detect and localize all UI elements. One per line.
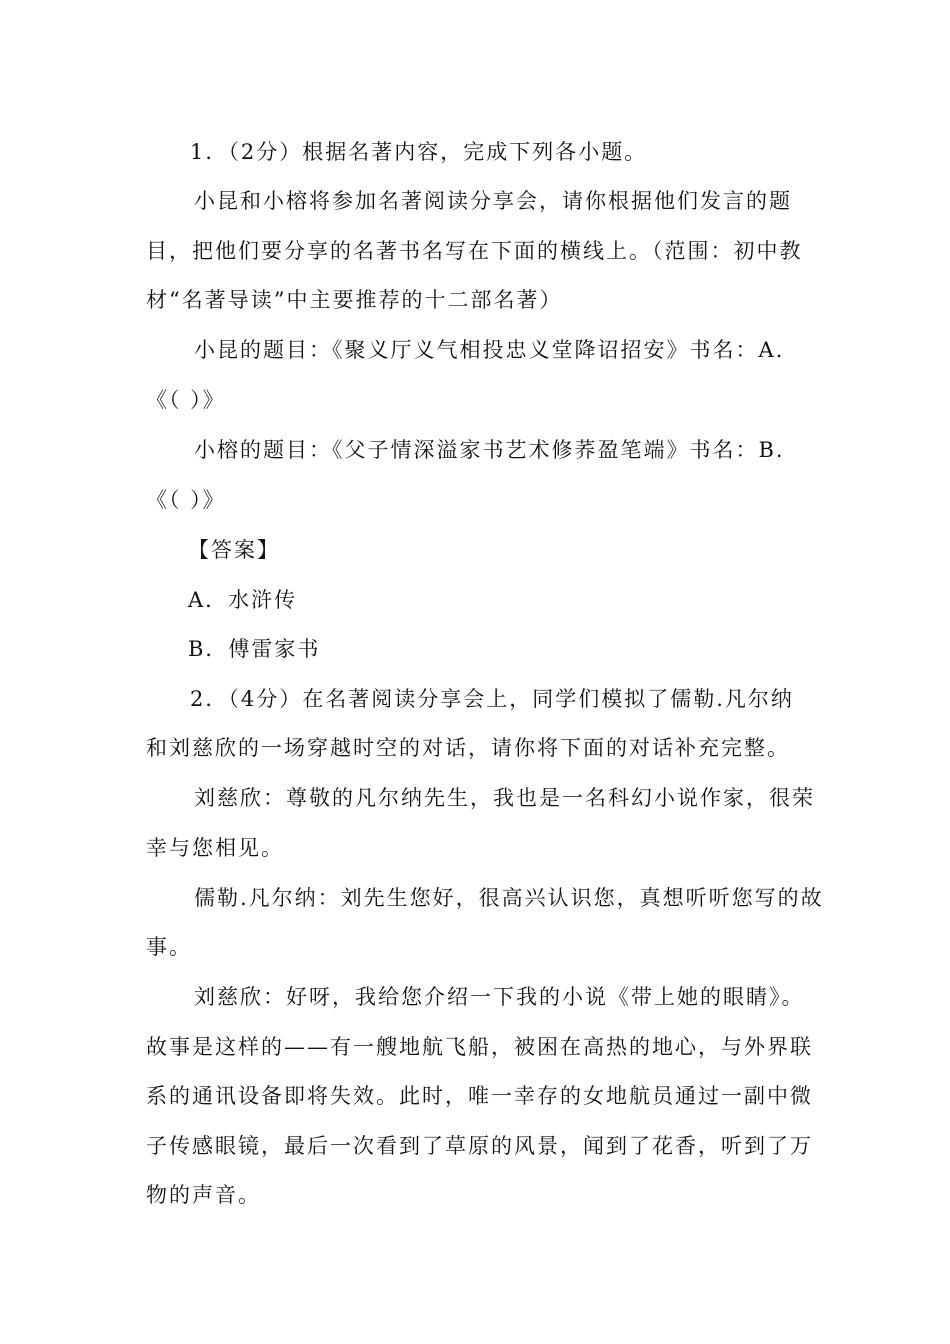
liu-cixin-dialogue-2-line-1: 刘慈欣：好呀，我给您介绍一下我的小说《带上她的眼睛》。 xyxy=(194,985,805,1009)
answer-heading: 【答案】 xyxy=(188,538,280,562)
liu-cixin-dialogue-2-line-4: 子传感眼镜，最后一次看到了草原的风景，闻到了花香，听到了万 xyxy=(146,1134,813,1158)
question-1-title: 1．（2分）根据名著内容，完成下列各小题。 xyxy=(190,140,648,164)
liu-cixin-dialogue-2-line-5: 物的声音。 xyxy=(146,1183,261,1207)
xiaokun-book-blank: 《（ ）》 xyxy=(146,388,226,412)
liu-cixin-dialogue-1-line-1: 刘慈欣：尊敬的凡尔纳先生，我也是一名科幻小说作家，很荣 xyxy=(194,786,815,810)
answer-b: B．傅雷家书 xyxy=(188,637,321,661)
question-2-title: 2．（4分）在名著阅读分享会上，同学们模拟了儒勒.凡尔纳 xyxy=(190,687,794,711)
verne-dialogue-line-1: 儒勒.凡尔纳：刘先生您好，很高兴认识您，真想听听您写的故 xyxy=(194,886,824,910)
xiaorong-topic-line: 小榕的题目：《父子情深溢家书艺术修荞盈笔端》书名：B. xyxy=(194,438,785,462)
answer-a: A．水浒传 xyxy=(188,588,298,612)
question-1-intro-line-3: 材“名著导读”中主要推荐的十二部名著） xyxy=(146,288,563,312)
xiaokun-topic-line: 小昆的题目：《聚义厅义气相投忠义堂降诏招安》书名：A. xyxy=(194,338,785,362)
verne-dialogue-line-2: 事。 xyxy=(146,935,192,959)
question-1-intro-line-2: 目，把他们要分享的名著书名写在下面的横线上。（范围：初中教 xyxy=(146,239,803,263)
liu-cixin-dialogue-2-line-3: 系的通讯设备即将失效。此时，唯一幸存的女地航员通过一副中微 xyxy=(146,1084,813,1108)
question-1-intro-line-1: 小昆和小榕将参加名著阅读分享会，请你根据他们发言的题 xyxy=(194,189,792,213)
liu-cixin-dialogue-1-line-2: 幸与您相见。 xyxy=(146,836,284,860)
question-2-title-continued: 和刘慈欣的一场穿越时空的对话，请你将下面的对话补充完整。 xyxy=(146,736,790,760)
xiaorong-book-blank: 《（ ）》 xyxy=(146,488,226,512)
liu-cixin-dialogue-2-line-2: 故事是这样的——有一艘地航飞船，被困在高热的地心，与外界联 xyxy=(146,1035,813,1059)
